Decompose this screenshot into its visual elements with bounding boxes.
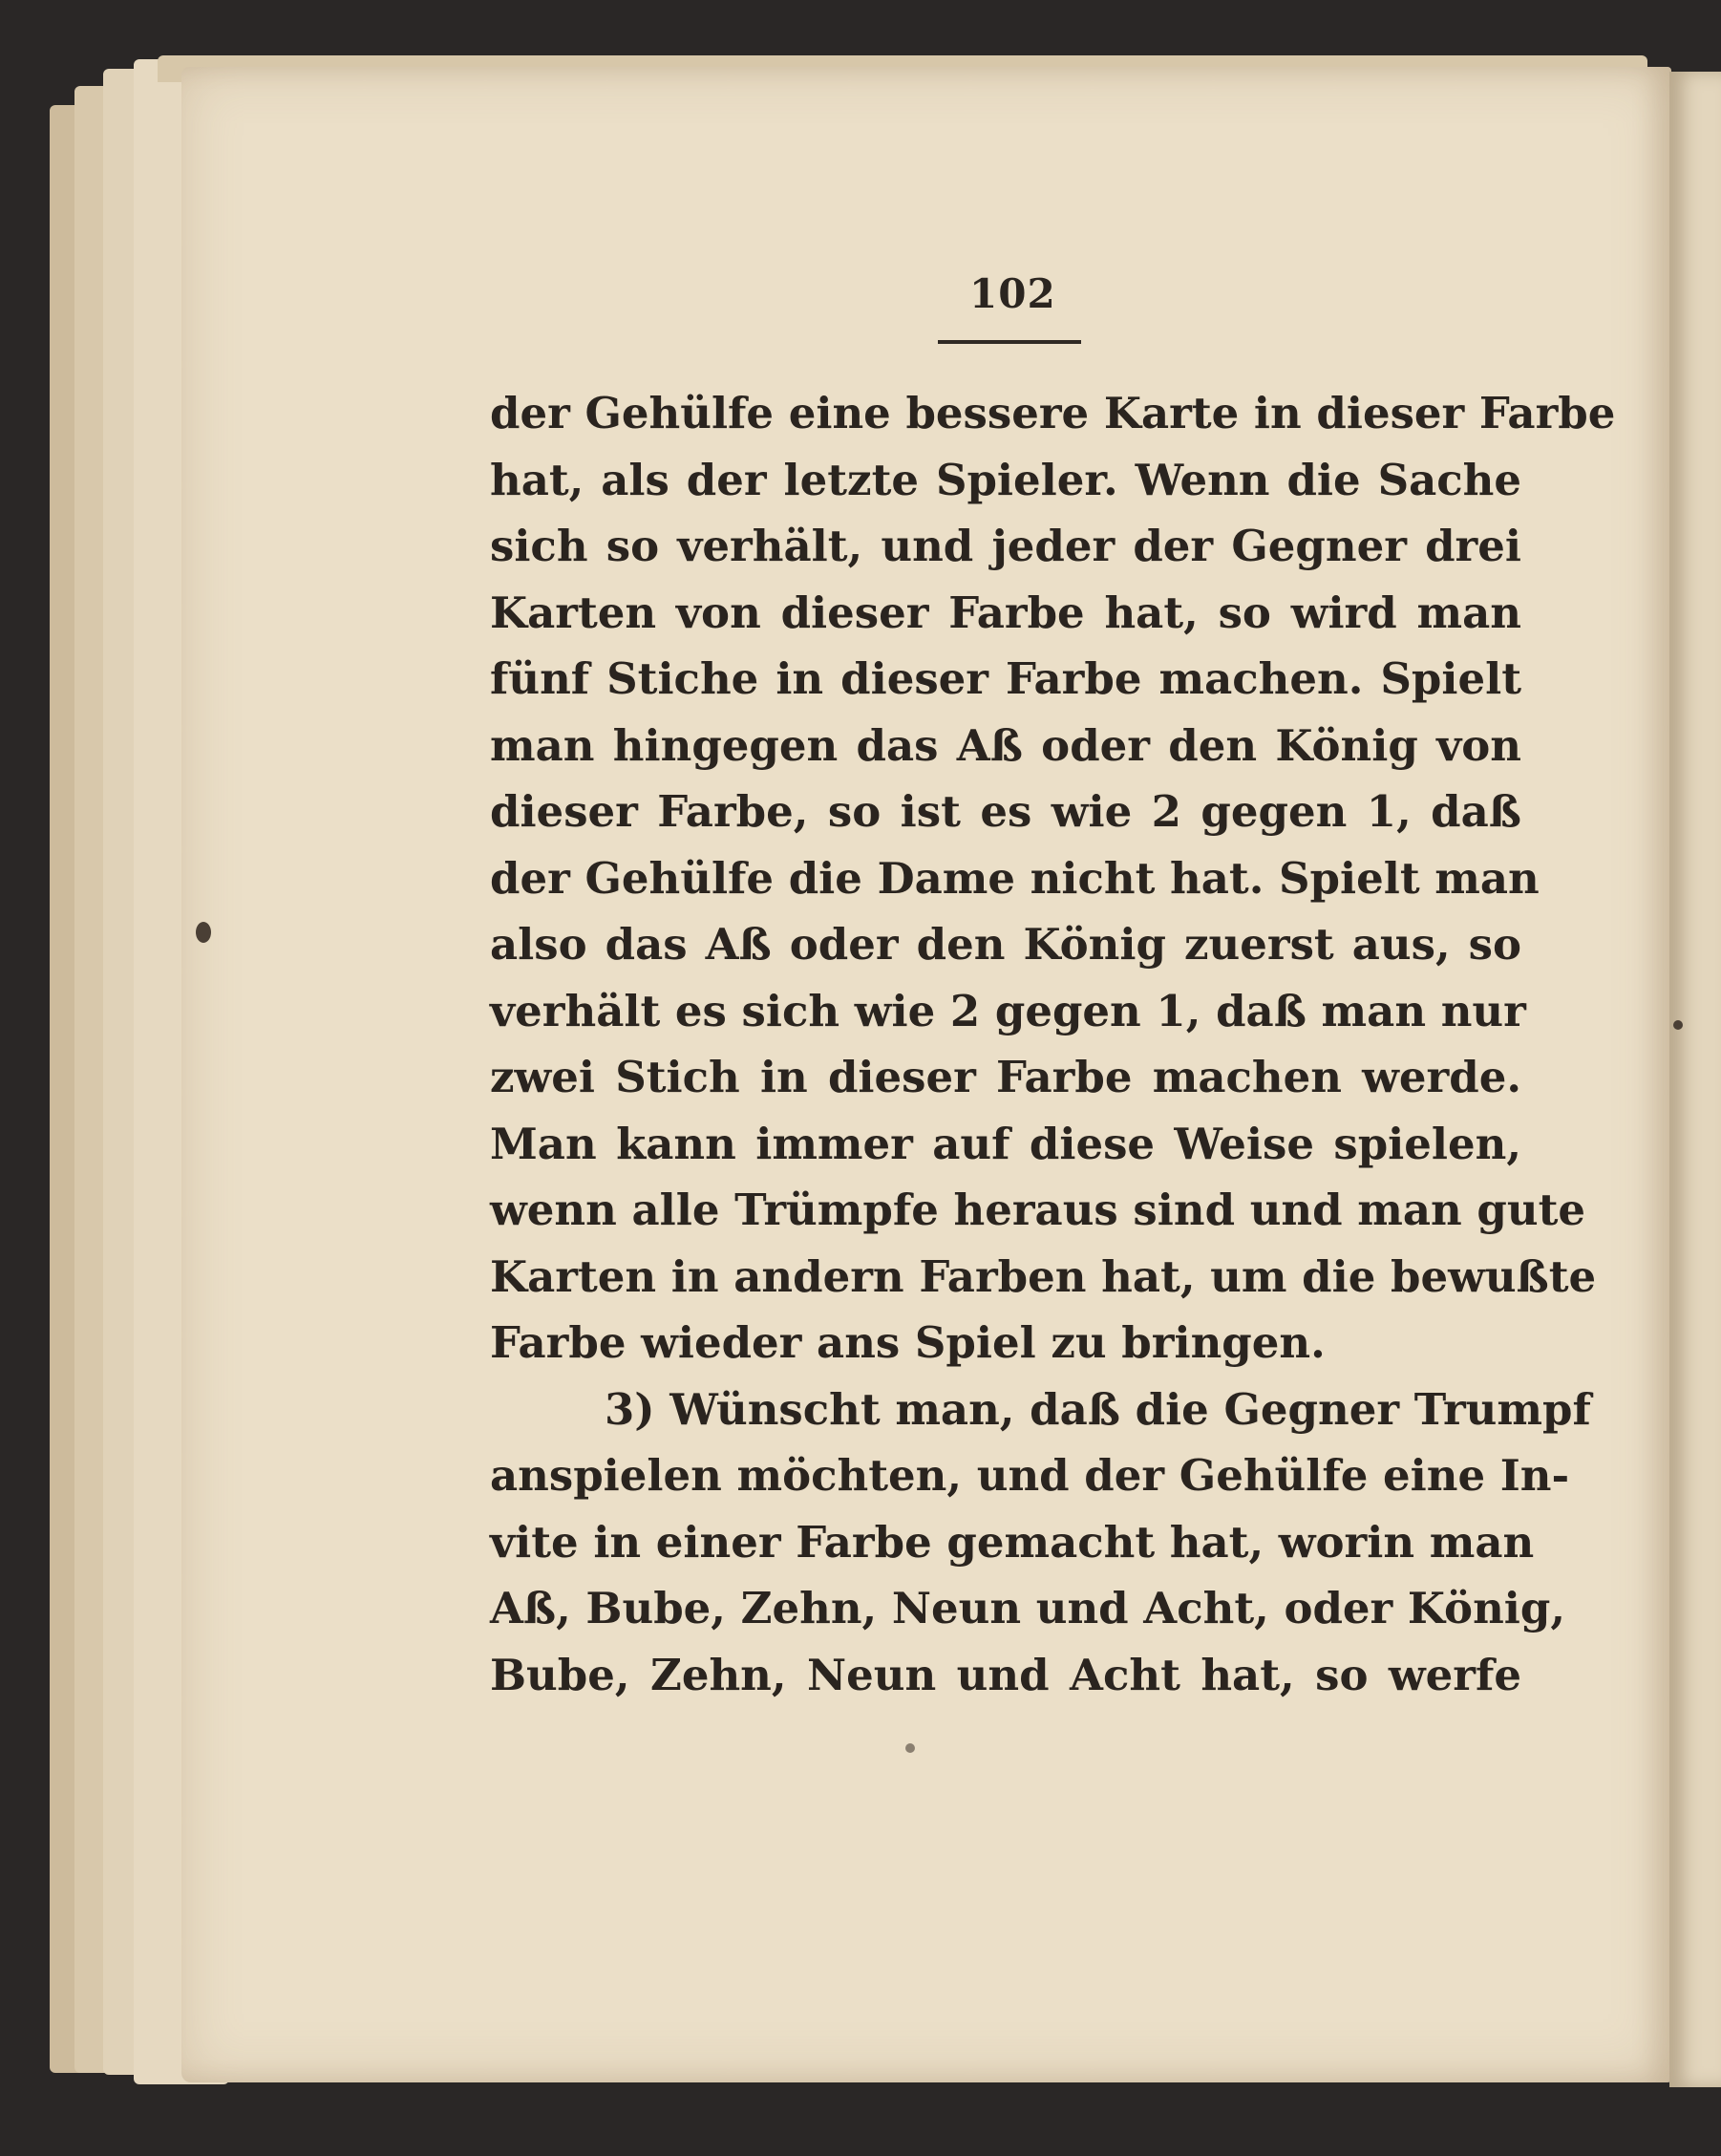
ink-speck — [196, 922, 211, 943]
text-line: Man kann immer auf diese Weise spielen, — [490, 1118, 1521, 1169]
text-line: also das Aß oder den König zuerst aus, so — [490, 919, 1521, 970]
text-line: Aß, Bube, Zehn, Neun und Acht, oder König, — [490, 1583, 1566, 1633]
text-line: verhält es sich wie 2 gegen 1, daß man nur — [490, 985, 1526, 1036]
ink-speck — [1673, 1020, 1683, 1030]
text-line: hat, als der letzte Spieler. Wenn die Sache — [490, 454, 1521, 505]
text-line: anspielen möchten, und der Gehülfe eine In- — [490, 1450, 1570, 1501]
text-line: Karten von dieser Farbe hat, so wird man — [490, 587, 1521, 638]
text-line: 3) Wünscht man, daß die Gegner Trumpf — [605, 1383, 1591, 1435]
body-text — [490, 380, 1616, 1708]
text-line: sich so verhält, und jeder der Gegner drei — [490, 521, 1521, 571]
text-line: der Gehülfe eine bessere Karte in dieser Farbe — [490, 388, 1616, 438]
text-line: fünf Stiche in dieser Farbe machen. Spielt — [490, 653, 1521, 704]
page-number-rule — [938, 340, 1081, 344]
text-line: Bube, Zehn, Neun und Acht hat, so werfe — [490, 1649, 1521, 1700]
text-line: der Gehülfe die Dame nicht hat. Spielt man — [490, 852, 1540, 904]
text-line: vite in einer Farbe gemacht hat, worin man — [490, 1516, 1535, 1568]
text-line: zwei Stich in dieser Farbe machen werde. — [490, 1052, 1521, 1102]
facing-page-edge — [1669, 72, 1721, 2087]
ink-speck — [905, 1743, 915, 1753]
text-line: Farbe wieder ans Spiel zu bringen. — [490, 1317, 1326, 1368]
text-line: man hingegen das Aß oder den König von — [490, 719, 1521, 771]
text-line: wenn alle Trümpfe heraus sind und man gute — [490, 1185, 1586, 1235]
page-number: 102 — [969, 270, 1056, 317]
text-line: dieser Farbe, so ist es wie 2 gegen 1, daß — [490, 786, 1521, 837]
text-line: Karten in andern Farben hat, um die bewußte — [490, 1250, 1597, 1302]
